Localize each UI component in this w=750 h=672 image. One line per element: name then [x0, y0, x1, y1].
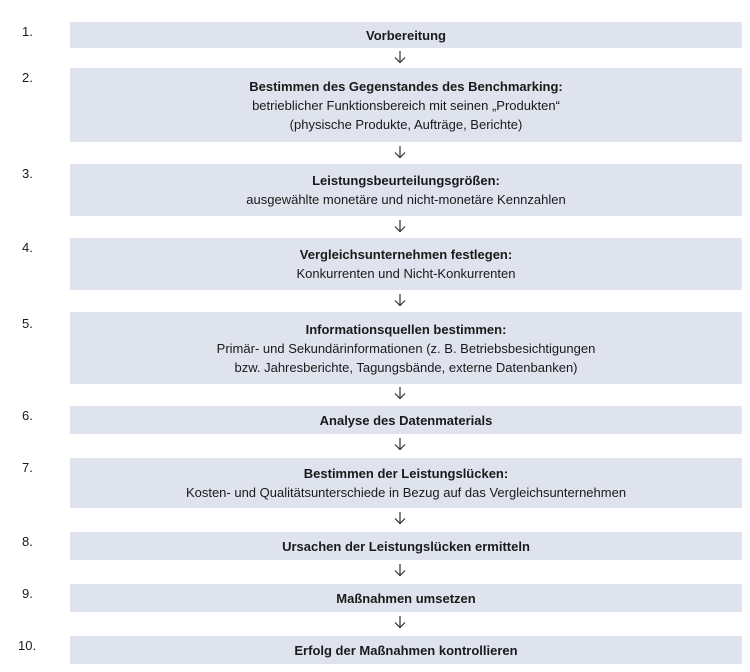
step-title: Erfolg der Maßnahmen kontrollieren [294, 642, 518, 658]
step-number: 4. [22, 240, 33, 255]
step-box [70, 532, 742, 560]
step-description-line: Primär- und Sekundärinformationen (z. B. Betriebsbesichtigungen [216, 340, 596, 356]
step-box [70, 636, 742, 664]
step-box [70, 406, 742, 434]
step-box [70, 584, 742, 612]
arrow-down-icon [393, 386, 407, 400]
step-description-line: bzw. Jahresberichte, Tagungsbände, externe Datenbanken) [234, 359, 578, 375]
step-title: Bestimmen des Gegenstandes des Benchmarking: [249, 78, 563, 94]
arrow-down-icon [393, 563, 407, 577]
arrow-down-icon [393, 219, 407, 233]
step-description-line: betrieblicher Funktionsbereich mit seinen „Produkten“ [252, 97, 560, 113]
arrow-down-icon [393, 437, 407, 451]
step-description-line: Kosten- und Qualitätsunterschiede in Bezug auf das Vergleichsunternehmen [185, 485, 627, 500]
step-number: 2. [22, 70, 33, 85]
step-box [70, 164, 742, 216]
step-title: Bestimmen der Leistungslücken: [303, 466, 509, 481]
step-description-line: Konkurrenten und Nicht-Konkurrenten [296, 266, 516, 281]
arrow-down-icon [393, 50, 407, 64]
step-number: 3. [22, 166, 33, 181]
step-description-line: (physische Produkte, Aufträge, Berichte) [289, 116, 523, 132]
step-title: Vergleichsunternehmen festlegen: [299, 247, 513, 262]
step-number: 8. [22, 534, 33, 549]
step-box [70, 22, 742, 48]
step-number: 5. [22, 316, 33, 331]
arrow-down-icon [393, 293, 407, 307]
step-number: 6. [22, 408, 33, 423]
step-title: Analyse des Datenmaterials [319, 412, 493, 428]
step-box [70, 238, 742, 290]
step-title: Ursachen der Leistungslücken ermitteln [282, 538, 530, 554]
arrow-down-icon [393, 511, 407, 525]
step-number: 9. [22, 586, 33, 601]
step-number: 7. [22, 460, 33, 475]
step-title: Vorbereitung [366, 27, 446, 43]
step-number: 10. [18, 638, 37, 653]
step-title: Maßnahmen umsetzen [336, 590, 476, 606]
step-title: Leistungsbeurteilungsgrößen: [312, 173, 500, 188]
arrow-down-icon [393, 615, 407, 629]
arrow-down-icon [393, 145, 407, 159]
step-box [70, 458, 742, 508]
step-title: Informationsquellen bestimmen: [305, 321, 507, 337]
step-box [70, 312, 742, 384]
step-description-line: ausgewählte monetäre und nicht-monetäre Kennzahlen [246, 192, 566, 207]
step-number: 1. [22, 24, 33, 39]
step-box [70, 68, 742, 142]
